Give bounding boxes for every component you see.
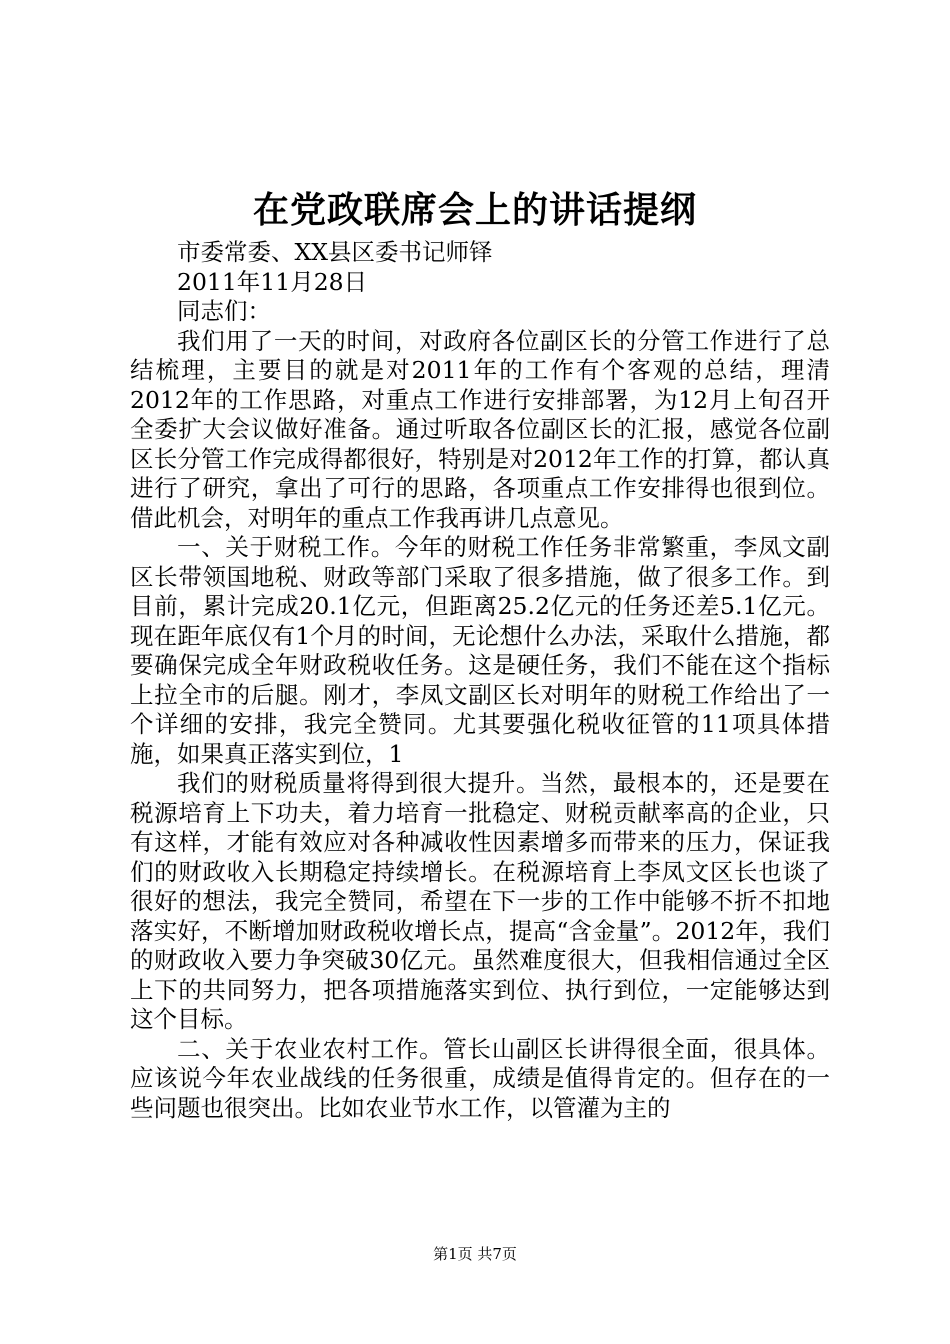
author-line: 市委常委、XX县区委书记师铎: [177, 238, 493, 266]
date-line: 2011年11月28日: [177, 267, 368, 296]
document-title: 在党政联席会上的讲话提纲: [252, 189, 697, 231]
paragraph: 一、关于财税工作。今年的财税工作任务非常繁重，李凤文副区长带领国地税、财政等部门采取了很多措施，做了很多工作。到目前，累计完成20.1亿元，但距离25.2亿元的任务还差5.1亿元。现在距年底仅有1个月的时间，无论想什么办法，采取什么措施，都要确保完成全年财政税收任务。这是硬任务，我们不能在这个指标上拉全市的后腿。刚才，李凤文副区长对明年的财税工作给出了一个详细的安排，我完全赞同。尤其要强化税收征管的11项具体措施，如果真正落实到位，1: [130, 533, 830, 768]
salutation: 同志们：: [177, 297, 271, 325]
page-number-footer: 第1页 共7页: [433, 1245, 517, 1263]
paragraph: 二、关于农业农村工作。管长山副区长讲得很全面，很具体。应该说今年农业战线的任务很重，成绩是值得肯定的。但存在的一些问题也很突出。比如农业节水工作，以管灌为主的: [130, 1034, 830, 1122]
paragraph: 我们用了一天的时间，对政府各位副区长的分管工作进行了总结梳理，主要目的就是对2011年的工作有个客观的总结，理清2012年的工作思路，对重点工作进行安排部署，为12月上旬召开全委扩大会议做好准备。通过听取各位副区长的汇报，感觉各位副区长分管工作完成得都很好，特别是对2012年工作的打算，都认真进行了研究，拿出了可行的思路，各项重点工作安排得也很到位。借此机会，对明年的重点工作我再讲几点意见。: [130, 326, 830, 532]
paragraph: 我们的财税质量将得到很大提升。当然，最根本的，还是要在税源培育上下功夫，着力培育一批稳定、财税贡献率高的企业，只有这样，才能有效应对各种减收性因素增多而带来的压力，保证我们的财政收入长期稳定持续增长。在税源培育上李凤文区长也谈了很好的想法，我完全赞同，希望在下一步的工作中能够不折不扣地落实好，不断增加财政税收增长点，提高“含金量”。2012年，我们的财政收入要力争突破30亿元。虽然难度很大，但我相信通过全区上下的共同努力，把各项措施落实到位、执行到位，一定能够达到这个目标。: [130, 769, 830, 1033]
document-body: [130, 238, 830, 1123]
